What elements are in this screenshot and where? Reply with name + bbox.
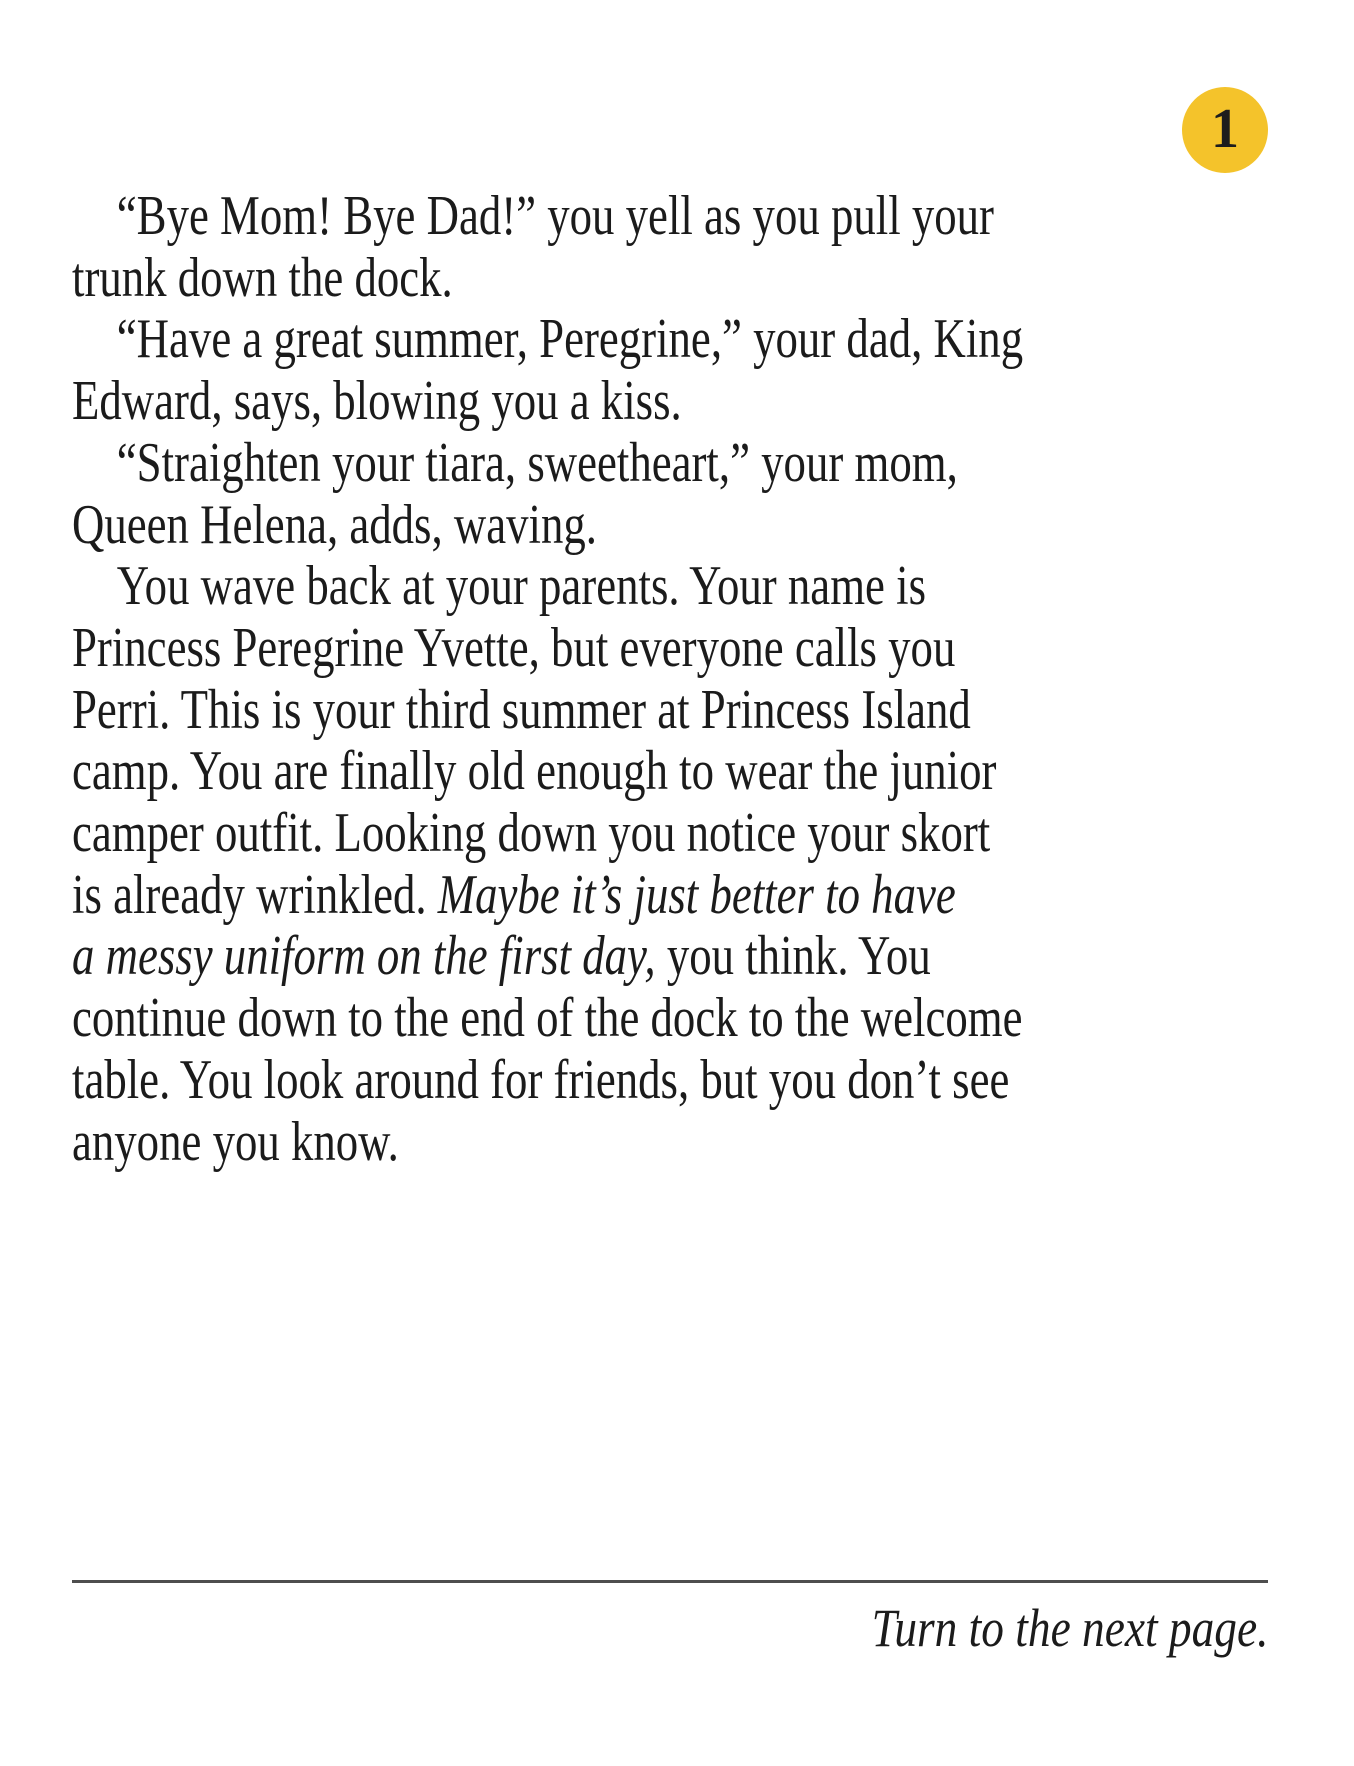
text-run: trunk down the dock. [72, 246, 453, 309]
text-run: Perri. This is your third summer at Princess Island [72, 678, 971, 741]
text-run: You wave back at your parents. Your name is [116, 555, 927, 618]
body-line [72, 248, 1029, 310]
text-run: “Bye Mom! Bye Dad!” you yell as you pull your [116, 185, 994, 247]
text-run: anyone you know. [72, 1110, 399, 1173]
text-run: Edward, says, blowing you a kiss. [72, 370, 682, 433]
text-run: is already wrinkled. [72, 863, 438, 926]
body-line [72, 186, 1029, 248]
text-run: camp. You are finally old enough to wear the junior [72, 740, 997, 803]
body-line [72, 556, 1029, 618]
body-line [72, 926, 1029, 988]
turn-page-text: Turn to the next page. [871, 1598, 1268, 1658]
text-run: Queen Helena, adds, waving. [72, 493, 597, 556]
body-line [72, 1112, 1029, 1174]
page-number: 1 [1211, 98, 1239, 160]
inner-thought-run: Maybe it’s just better to have [437, 863, 956, 926]
footer-divider-rule [72, 1580, 1268, 1583]
body-line [72, 803, 1029, 865]
text-run: table. You look around for friends, but you don’t see [72, 1048, 1010, 1111]
text-run: camper outfit. Looking down you notice your skort [72, 802, 991, 865]
body-line [72, 680, 1029, 742]
body-line [72, 433, 1029, 495]
body-line [72, 371, 1029, 433]
body-line [72, 988, 1029, 1050]
text-run: “Have a great summer, Peregrine,” your dad, King [116, 308, 1024, 371]
page-number-badge [1182, 87, 1268, 173]
footer-instruction [72, 1598, 1268, 1658]
body-line [72, 495, 1029, 557]
body-line [72, 865, 1029, 927]
text-run: “Straighten your tiara, sweetheart,” your mom, [116, 431, 958, 494]
body-line [72, 741, 1029, 803]
story-text [72, 186, 1268, 1173]
body-line [72, 618, 1029, 680]
inner-thought-run: a messy uniform on the first day, [72, 925, 656, 988]
text-run: Princess Peregrine Yvette, but everyone calls you [72, 616, 956, 679]
body-line [72, 309, 1029, 371]
text-run: continue down to the end of the dock to the welcome [72, 987, 1023, 1050]
text-run: you think. You [655, 925, 931, 988]
body-line [72, 1050, 1029, 1112]
